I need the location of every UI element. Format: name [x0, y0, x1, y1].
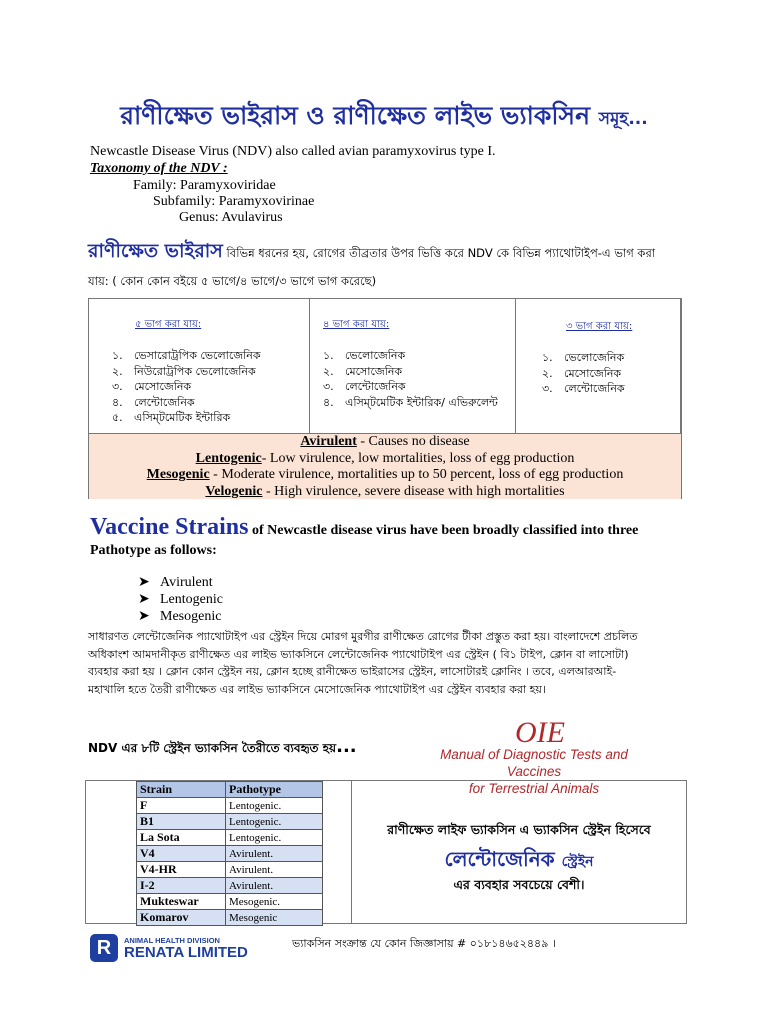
- arrow-bullet-icon: ➤: [138, 575, 150, 590]
- table-row: V4 Avirulent.: [137, 846, 323, 862]
- renata-logo: [90, 934, 248, 968]
- pathotype-column-4: [310, 299, 516, 433]
- pathotype-table: [88, 298, 682, 499]
- virulence-definitions: [89, 433, 681, 499]
- list-item: ৩. মেসোজেনিক: [112, 380, 192, 393]
- intro-text: Newcastle Disease Virus (NDV) also called avian paramyxovirus type I.: [90, 144, 496, 159]
- virus-section-line1: [88, 240, 688, 262]
- arrow-bullet-icon: ➤: [138, 609, 150, 624]
- note-highlight: লেন্টোজেনিক স্ট্রেইন: [444, 847, 594, 871]
- oie-logo: OIE: [515, 716, 565, 749]
- strain-box: [85, 780, 687, 924]
- strain-table: [136, 781, 323, 926]
- vaccine-strains-heading: Vaccine Strains of Newcastle disease virus have been broadly classified into three: [90, 514, 639, 540]
- virus-section-text: বিভিন্ন ধরনের হয়, রোগের তীব্রতার উপর ভিত্তি করে NDV কে বিভিন্ন প্যাথোটাইপ-এ ভাগ করা: [226, 246, 656, 260]
- title-suffix: সমূহ...: [598, 109, 648, 129]
- virulence-row: Avirulent - Causes no disease: [300, 434, 470, 449]
- column-heading: ৪ ভাগ করা যায়:: [323, 319, 390, 330]
- table-row: F Lentogenic.: [137, 798, 323, 814]
- title-main: রাণীক্ষেত ভাইরাস ও রাণীক্ষেত লাইভ ভ্যাকসিন: [120, 101, 590, 130]
- column-heading: ৫ ভাগ করা যায়:: [135, 319, 202, 330]
- table-row: La Sota Lentogenic.: [137, 830, 323, 846]
- oie-manual-title: Manual of Diagnostic Tests and Vaccines for Terrestrial Animals: [440, 747, 628, 796]
- pathotype-column-3: [516, 299, 681, 433]
- list-item: ৪. লেন্টোজেনিক: [112, 395, 195, 409]
- pathotype-column-5: [89, 299, 310, 433]
- list-item: ৪. এসিম্টমেটিক ইন্টারিক/ এভিরুলেন্ট: [323, 395, 498, 409]
- list-item: ৩. লেন্টোজেনিক: [542, 382, 625, 395]
- list-item: ৫. এসিম্টমেটিক ইন্টারিক: [112, 411, 231, 424]
- list-item: ১. ভেলোজেনিক: [542, 351, 625, 364]
- taxonomy-genus: Genus: Avulavirus: [179, 210, 283, 225]
- taxonomy-family: Family: Paramyxoviridae: [133, 178, 276, 193]
- list-item: ➤ Avirulent: [138, 575, 213, 590]
- list-item: ১. ভেলোজেনিক: [323, 349, 406, 362]
- virus-section-line2: যায়: ( কোন কোন বইয়ে ৫ ভাগে/৪ ভাগে/৩ ভাগে ভাগ করেছে): [88, 274, 377, 288]
- pathotype-bullet-list: [138, 574, 223, 625]
- virulence-row: Lentogenic- Low virulence, low mortalities, loss of egg production: [195, 450, 575, 466]
- vaccine-strains-title: Vaccine Strains: [90, 514, 249, 540]
- table-row: Komarov Mesogenic: [137, 910, 323, 926]
- note-line3: এর ব্যবহার সবচেয়ে বেশী।: [453, 877, 585, 892]
- list-item: ২. মেসোজেনিক: [542, 366, 622, 380]
- renata-mark-icon: R: [90, 934, 118, 962]
- footer-contact: ভ্যাকসিন সংক্রান্ত যে কোন জিজ্ঞাসায় # ০১৮১৪৬৫২৪৪৯ ।: [292, 937, 556, 950]
- logo-company: RENATA LIMITED: [124, 944, 248, 961]
- list-item: ৩. লেন্টোজেনিক: [323, 380, 406, 393]
- list-item: ১. ভেসারোট্রপিক ভেলোজেনিক: [112, 349, 261, 362]
- table-row: I-2 Avirulent.: [137, 878, 323, 894]
- body-paragraph: সাধারণত লেন্টোজেনিক প্যাথোটাইপ এর স্ট্রেইন দিয়ে মোরগ মুরগীর রাণীক্ষেত রোগের টীকা প্রস্তুত করা হয়। বাংলাদেশে প্রচলিত অধিকাংশ আমদানীকৃত রাণীক্ষেত এর লাইভ ভ্যাকসিনে লেন্টোজেনিক প্যাথোটাইপ এর স্ট্রেইন ( বি১ টাইপ, ক্লোন বা লাসোটা) ব্যবহার করা হয় । ক্লোন কোন স্ট্রেইন নয়, ক্লোন হচ্ছে রানীক্ষেত ভাইরাসের স্ট্রেইন, লাসোটারই ক্লোনিং । তবে, এলআরআই- মহাখালি হতে তৈরী রাণীক্ষেত এর লাইভ ভ্যাকসিনে মেসোজেনিক প্যাথোটাইপ এর স্ট্রেইন ব্যবহার করা হয়।: [88, 630, 638, 696]
- list-item: ➤ Mesogenic: [138, 609, 222, 624]
- logo-division: ANIMAL HEALTH DIVISION: [124, 936, 220, 945]
- column-heading: ৩ ভাগ করা যায়:: [566, 321, 633, 332]
- virus-section-title: রাণীক্ষেত ভাইরাস: [88, 240, 223, 262]
- list-item: ২. মেসোজেনিক: [323, 364, 403, 378]
- list-item: ২. নিউরোট্রপিক ভেলোজেনিক: [112, 364, 256, 378]
- table-header-row: Strain Pathotype: [137, 782, 323, 798]
- arrow-bullet-icon: ➤: [138, 592, 150, 607]
- table-row: B1 Lentogenic.: [137, 814, 323, 830]
- taxonomy-heading: Taxonomy of the NDV :: [90, 161, 228, 176]
- note-line1: রাণীক্ষেত লাইফ ভ্যাকসিন এ ভ্যাকসিন স্ট্রেইন হিসেবে: [387, 822, 651, 837]
- table-row: V4-HR Avirulent.: [137, 862, 323, 878]
- virulence-row: Mesogenic - Moderate virulence, mortalities up to 50 percent, loss of egg production: [146, 467, 624, 482]
- table-row: Mukteswar Mesogenic.: [137, 894, 323, 910]
- strain-heading: NDV এর ৮টি স্ট্রেইন ভ্যাকসিন তৈরীতে ব্যবহৃত হয়...: [88, 736, 357, 757]
- taxonomy-subfamily: Subfamily: Paramyxovirinae: [153, 194, 315, 209]
- vaccine-strains-line2: Pathotype as follows:: [90, 543, 217, 558]
- virulence-row: Velogenic - High virulence, severe disease with high mortalities: [205, 483, 565, 499]
- page-title: [0, 96, 768, 139]
- list-item: ➤ Lentogenic: [138, 592, 223, 607]
